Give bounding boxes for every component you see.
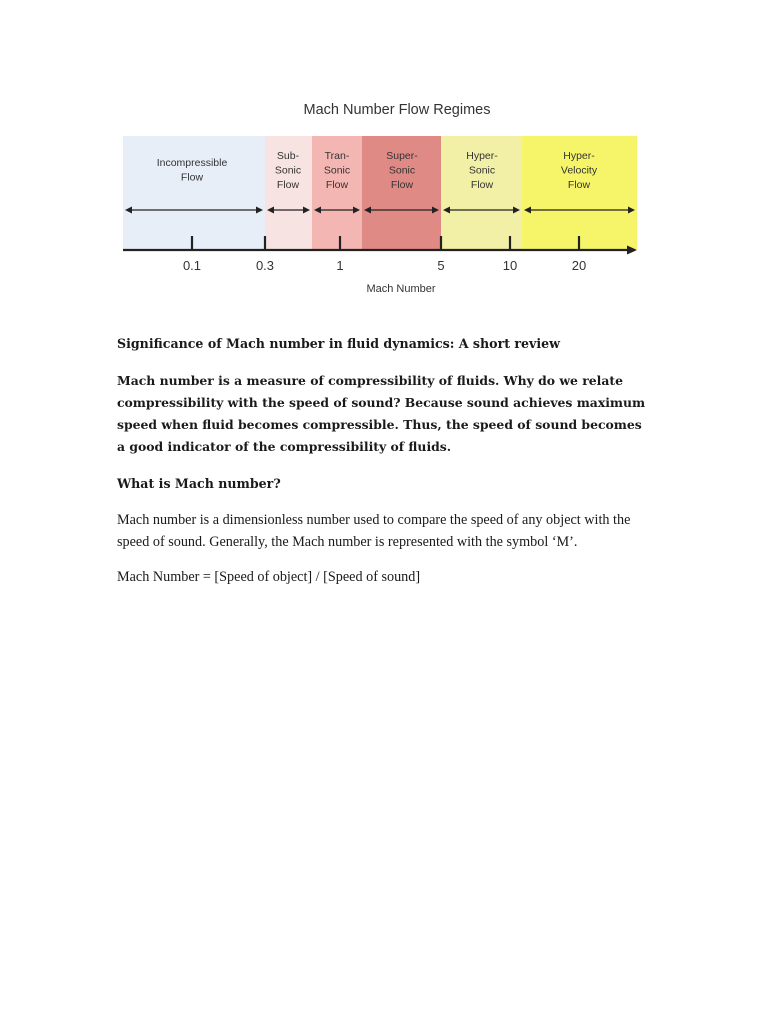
regime-label-line: Sonic bbox=[323, 164, 351, 177]
intro-paragraph: Mach number is a measure of compressibility of fluids. Why do we relate compressibility with the speed of sound? Because sound achieves maximum speed when fluid becomes compressible. Thus, the speed of sound becomes a good indicator of the compressibility of fluids. bbox=[117, 373, 646, 454]
regime-band bbox=[123, 136, 265, 249]
regime-label-line: Sonic bbox=[274, 164, 302, 177]
axis-tick-label: 1 bbox=[336, 258, 344, 273]
axis-tick-label: 0.1 bbox=[182, 258, 202, 273]
regime-bands bbox=[123, 136, 637, 249]
regime-label-line: Flow bbox=[180, 171, 204, 184]
mach-axis-label: Mach Number bbox=[366, 283, 436, 295]
definition-paragraph: Mach number is a dimensionless number used to compare the speed of any object with the speed of sound. Generally, the Mach number is represented with the symbol ‘M’. bbox=[117, 512, 631, 550]
mach-formula: Mach Number = [Speed of object] / [Speed of sound] bbox=[117, 569, 421, 585]
regime-label-line: Sonic bbox=[468, 164, 496, 177]
figure-title: Mach Number Flow Regimes bbox=[303, 102, 491, 118]
regime-label-line: Sonic bbox=[388, 164, 416, 177]
axis-tick-label: 5 bbox=[437, 258, 445, 273]
regime-label-line: Tran- bbox=[324, 150, 350, 162]
regime-label-line: Flow bbox=[325, 179, 349, 191]
axis-tick-label: 20 bbox=[571, 258, 587, 273]
axis-tick-label: 0.3 bbox=[255, 258, 275, 273]
regime-label-line: Flow bbox=[567, 179, 591, 191]
regime-label-line: Super- bbox=[386, 150, 418, 162]
axis-tick-label: 10 bbox=[502, 258, 518, 273]
regime-label-line: Flow bbox=[276, 179, 300, 191]
regime-label-line: Flow bbox=[470, 179, 494, 191]
regime-label-line: Incompressible bbox=[156, 157, 228, 169]
article-body bbox=[117, 333, 647, 588]
mach-regimes-figure bbox=[0, 0, 768, 310]
regime-label-line: Hyper- bbox=[563, 150, 595, 162]
regime-label-line: Sub- bbox=[276, 150, 300, 162]
regime-label-line: Flow bbox=[390, 179, 414, 191]
section-question: What is Mach number? bbox=[117, 476, 281, 491]
regime-label-line: Hyper- bbox=[466, 150, 498, 162]
regime-label-line: Velocity bbox=[560, 164, 598, 177]
article-heading: Significance of Mach number in fluid dynamics: A short review bbox=[117, 336, 561, 351]
